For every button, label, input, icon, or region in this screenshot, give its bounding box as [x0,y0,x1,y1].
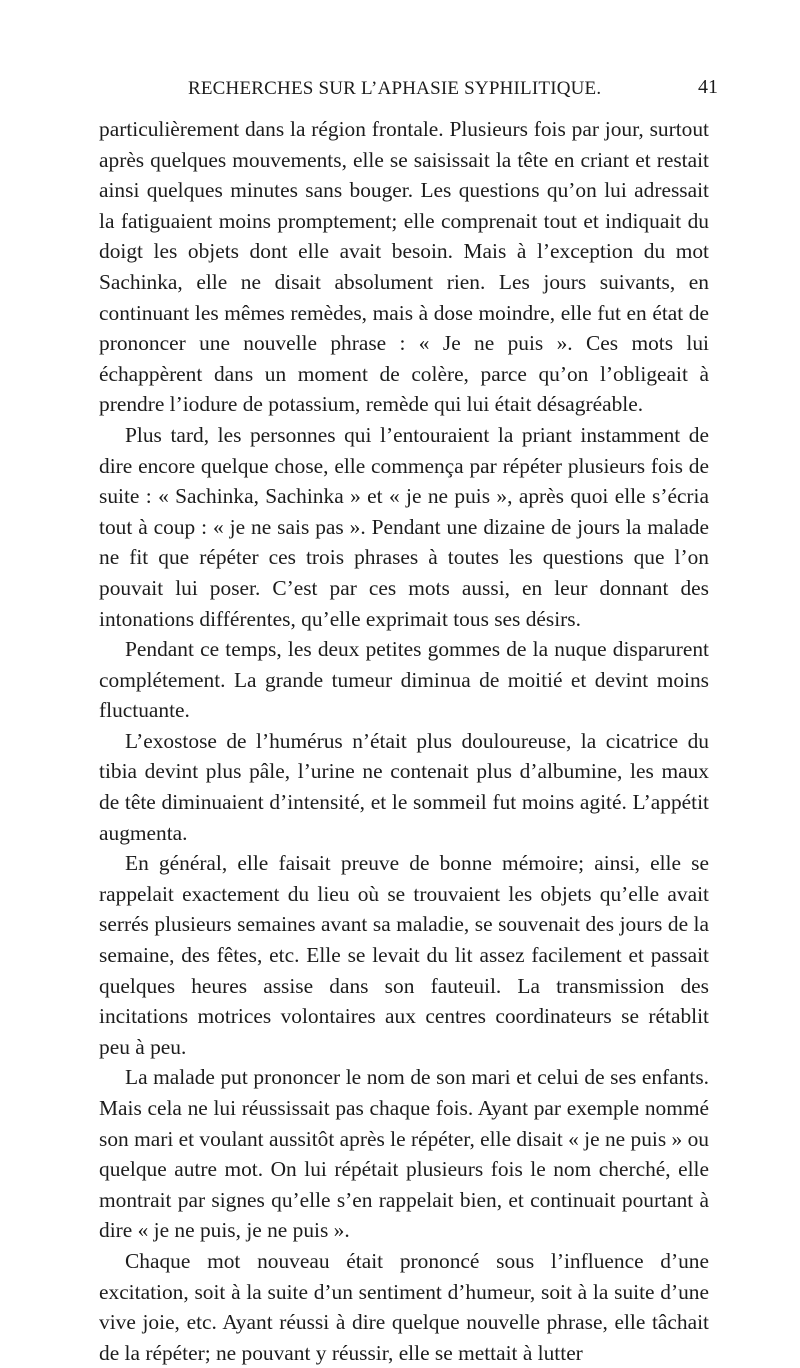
paragraph: Chaque mot nouveau était prononcé sous l’influence d’une excitation, soit à la suite d’un sentiment d’humeur, soit à la suite d’une vive joie, etc. Ayant réussi à dire quelque nouvelle phrase, elle tâchait de la répéter; ne pouvant y réussir, elle se mettait à lutter [99,1248,709,1365]
paragraph: L’exostose de l’humérus n’était plus douloureuse, la cicatrice du tibia devint plus pâle, l’urine ne contenait plus d’albumine, les maux de tête diminuaient d’intensité, et le sommeil fut moins agité. L’appétit augmenta. [99,728,709,845]
body-text [99,114,709,1368]
paragraph: En général, elle faisait preuve de bonne mémoire; ainsi, elle se rappelait exactement du lieu où se trouvaient les objets qu’elle avait serrés plusieurs semaines avant sa maladie, se souvenait des jours de la semaine, des fêtes, etc. Elle se levait du lit assez facilement et passait quelques heures assise dans son fauteuil. La transmission des incitations motrices volontaires aux centres coordinateurs se rétablit peu à peu. [99,851,709,1059]
paragraph: Plus tard, les personnes qui l’entouraient la priant instamment de dire encore quelque chose, elle commença par répéter plusieurs fois de suite : « Sachinka, Sachinka » et « je ne puis », après quoi elle s’écria tout à coup : « je ne sais pas ». Pendant une dizaine de jours la malade ne fit que répéter ces trois phrases à toutes les questions que l’on pouvait lui poser. C’est par ces mots aussi, en leur donnant des intonations différentes, qu’elle exprimait tous ses désirs. [99,422,709,631]
page-number: 41 [698,76,718,98]
paragraph: Pendant ce temps, les deux petites gommes de la nuque disparurent complétement. La grande tumeur diminua de moitié et devint moins fluctuante. [99,637,709,723]
paragraph: particulièrement dans la région frontale. Plusieurs fois par jour, surtout après quelques mouvements, elle se saisissait la tête en criant et restait ainsi quelques minutes sans bouger. Les questions qu’on lui adressait la fatiguaient moins promptement; elle comprenait tout et indiquait du doigt les objets dont elle avait besoin. Mais à l’exception du mot Sachinka, elle ne disait absolument rien. Les jours suivants, en continuant les mêmes remèdes, mais à dose moindre, elle fut en état de prononcer une nouvelle phrase : « Je ne puis ». Ces mots lui échappèrent dans un moment de colère, parce qu’on l’obligeait à prendre l’iodure de potassium, remède qui lui était désagréable. [99,117,709,417]
paragraph: La malade put prononcer le nom de son mari et celui de ses enfants. Mais cela ne lui réussissait pas chaque fois. Ayant par exemple nommé son mari et voulant aussitôt après le répéter, elle disait « je ne puis » ou quelque autre mot. On lui répétait plusieurs fois le nom cherché, elle montrait par signes qu’elle s’en rappelait bien, et continuait pourtant à dire « je ne puis, je ne puis ». [99,1065,709,1243]
running-title: RECHERCHES SUR L’APHASIE SYPHILITIQUE. [188,78,602,99]
